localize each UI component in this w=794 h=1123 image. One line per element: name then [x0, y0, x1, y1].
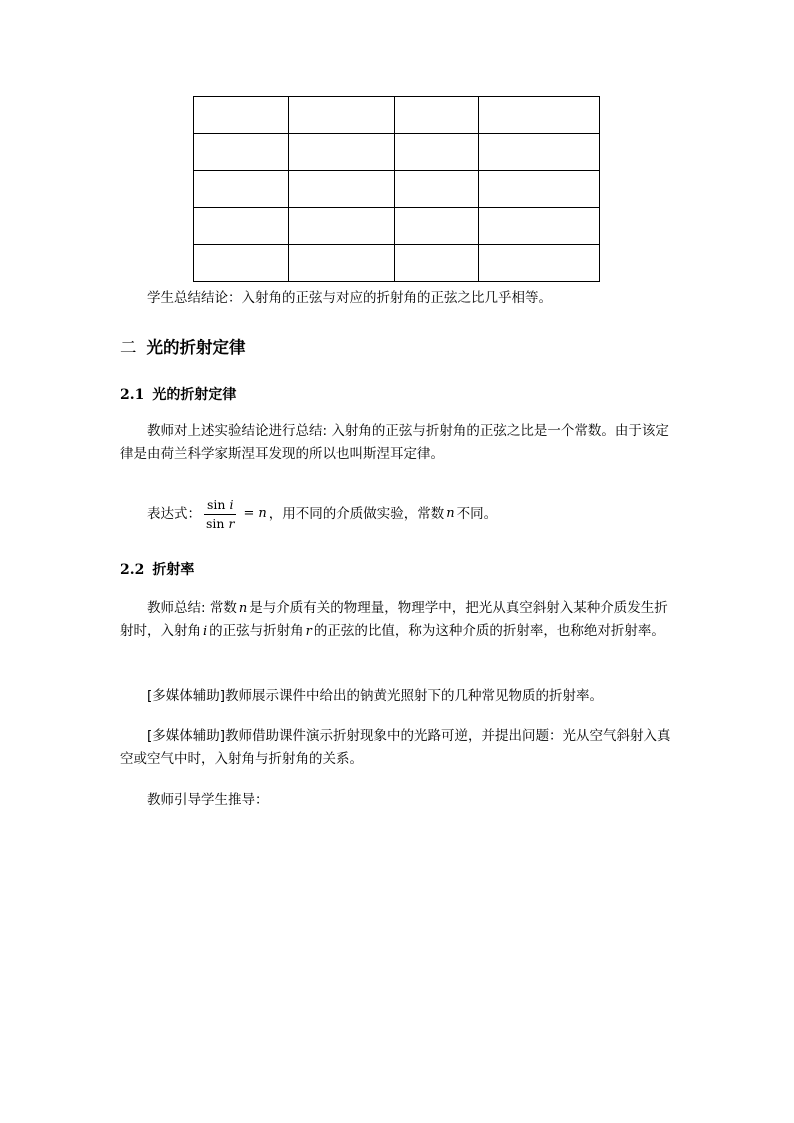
table-cell	[479, 208, 600, 245]
table-cell	[289, 208, 395, 245]
multimedia-paragraph-1: [多媒体辅助]教师展示课件中给出的钠黄光照射下的几种常见物质的折射率。	[147, 688, 604, 704]
table-row	[194, 245, 600, 282]
table-cell	[395, 245, 479, 282]
table-row	[194, 171, 600, 208]
expression-line	[147, 494, 497, 534]
expression-tail-1: ，用不同的介质做实验，常数	[268, 506, 445, 522]
tail-variable: n	[446, 506, 455, 521]
data-table	[193, 96, 600, 282]
subsection-number: 2.2	[120, 562, 145, 578]
rhs-variable: n	[258, 506, 267, 521]
table-cell	[289, 171, 395, 208]
expression-tail-2: 不同。	[456, 506, 498, 522]
conclusion-paragraph: 学生总结结论：入射角的正弦与对应的折射角的正弦之比几乎相等。	[147, 290, 552, 306]
table-cell	[395, 134, 479, 171]
table-cell	[194, 134, 289, 171]
index-paragraph: 教师总结: 常数 n 是与介质有关的物理量，物理学中，把光从真空斜射入某种介质发生折射时，入射角 i 的正弦与折射角 r 的正弦的比值，称为这种介质的折射率，也称绝对折射率。	[120, 600, 668, 639]
subsection-heading-2-2	[120, 559, 194, 581]
table-cell	[479, 245, 600, 282]
expression-label: 表达式：	[147, 506, 201, 522]
table-cell	[395, 171, 479, 208]
table-cell	[479, 171, 600, 208]
subsection-title: 光的折射定律	[152, 387, 237, 403]
table-cell	[194, 171, 289, 208]
subsection-title: 折射率	[152, 562, 195, 578]
table-cell	[479, 97, 600, 134]
table-cell	[289, 134, 395, 171]
table-row	[194, 97, 600, 134]
section-number: 二	[120, 338, 137, 357]
table-cell	[289, 245, 395, 282]
fraction-numerator: sin i	[204, 497, 236, 515]
table-cell	[194, 208, 289, 245]
section-title: 光的折射定律	[146, 338, 246, 357]
section-heading	[120, 336, 246, 360]
equals-sign: =	[243, 506, 255, 521]
guide-paragraph: 教师引导学生推导：	[147, 792, 269, 808]
snell-fraction	[203, 497, 237, 532]
table-cell	[395, 208, 479, 245]
table-row	[194, 134, 600, 171]
fraction-denominator: sin r	[206, 515, 235, 531]
table-row	[194, 208, 600, 245]
table-cell	[479, 134, 600, 171]
table-cell	[289, 97, 395, 134]
subsection-heading-2-1	[120, 384, 236, 406]
table-cell	[395, 97, 479, 134]
summary-paragraph: 教师对上述实验结论进行总结: 入射角的正弦与折射角的正弦之比是一个常数。由于该定律是由荷兰科学家斯涅耳发现的所以也叫斯涅耳定律。	[120, 423, 669, 462]
table-cell	[194, 245, 289, 282]
table-cell	[194, 97, 289, 134]
subsection-number: 2.1	[120, 387, 145, 403]
multimedia-paragraph-2: [多媒体辅助]教师借助课件演示折射现象中的光路可逆，并提出问题：光从空气斜射入真空或空气中时，入射角与折射角的关系。	[120, 728, 671, 767]
